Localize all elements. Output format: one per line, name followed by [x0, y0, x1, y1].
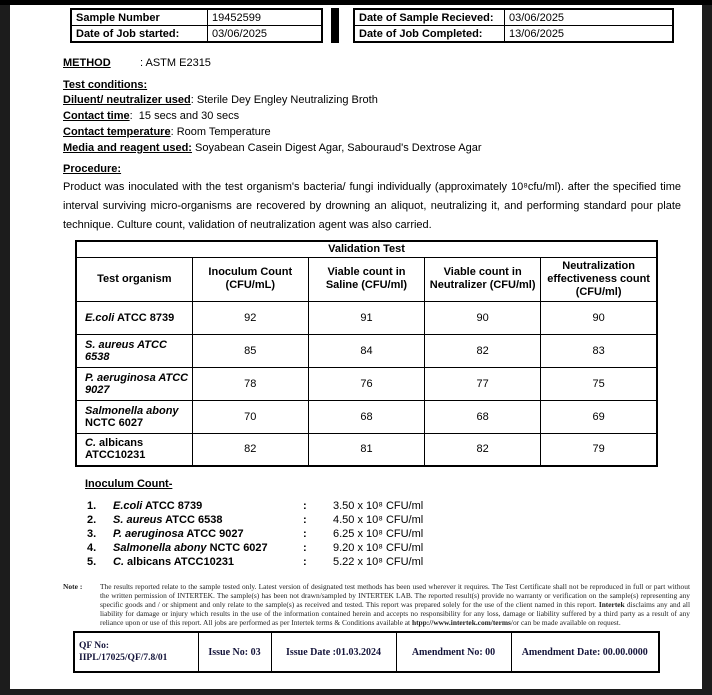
organism-name-italic: P. aeruginosa [113, 528, 184, 540]
sample-received-value: 03/06/2025 [505, 9, 674, 26]
table-row [71, 26, 322, 43]
job-started-value: 03/06/2025 [208, 26, 323, 43]
organism-name [113, 513, 303, 527]
organism-name [113, 541, 303, 555]
table-header-row [76, 257, 657, 301]
list-item [87, 541, 690, 555]
condition-label: Diluent/ neutralizer used [63, 94, 191, 106]
viable-saline-cell: 81 [308, 433, 424, 466]
issue-no-cell: Issue No: 03 [198, 632, 271, 672]
organism-name-italic: C. [85, 437, 96, 450]
organism-name-italic: Salmonella abony [113, 542, 207, 554]
organism-name-italic: C. [113, 556, 124, 568]
organism-name-italic: E.coli [113, 500, 143, 512]
method-value: : ASTM E2315 [140, 57, 211, 69]
note-segment-bold: Intertek [598, 600, 625, 609]
organism-name [113, 555, 303, 569]
col-neutralization-effectiveness: Neutralization effectiveness count (CFU/ml) [541, 257, 657, 301]
organism-name-rest: ATCC 6538 [162, 514, 223, 526]
inoculum-count-heading: Inoculum Count- [85, 478, 173, 490]
table-row [76, 433, 657, 466]
sample-number-value: 19452599 [208, 9, 323, 26]
condition-label: Media and reagent used: [63, 142, 192, 154]
organism-name [113, 527, 303, 541]
dates-info-table [353, 8, 674, 43]
note-segment: The results reported relate to the sample tested only. Latest version of designated test methods has been used wherever it requires. The Test Certificate shall not be reproduced in full or part without the written permission of INTERTEK. The sample(s) has been not drawn/sampled by INTERTEK LAB. The reported result(s) provide no warranty or verification on the sample(s) representing any specific goods and / or shipment and only relate to the sample(s) as received and tested. This report was prepared solely for the use of the client named in this report. [100, 582, 690, 609]
issue-date-cell: Issue Date :01.03.2024 [271, 632, 396, 672]
inoculum-count-cell: 78 [192, 367, 308, 400]
effectiveness-cell: 69 [541, 400, 657, 433]
job-completed-label: Date of Job Completed: [354, 26, 505, 43]
cfu-value: 4.50 x 10⁸ CFU/ml [333, 514, 424, 526]
organism-name [113, 499, 303, 513]
effectiveness-cell: 83 [541, 334, 657, 367]
inoculum-count-cell: 82 [192, 433, 308, 466]
organism-cell [76, 301, 192, 334]
cfu-value: 5.22 x 10⁸ CFU/ml [333, 556, 424, 568]
header-tables-row [70, 8, 690, 43]
test-conditions-heading: Test conditions: [63, 79, 148, 91]
col-inoculum-count: Inoculum Count (CFU/mL) [192, 257, 308, 301]
qf-no-value: IIPL/17025/QF/7.8/01 [79, 653, 168, 663]
note-segment: disclaims any and all liability for damage or injury which results in the use of the information contained herein and accepts no responsibility for any loss, damage or liability suffered by a third party as a result of any reliance upon or use of this report. All jobs are performed as per Intertek terms & Conditions available at [100, 600, 690, 627]
col-viable-saline: Viable count in Saline (CFU/ml) [308, 257, 424, 301]
organism-name-italic: S. aureus ATCC 6538 [85, 338, 167, 363]
viable-neutralizer-cell: 82 [425, 433, 541, 466]
inoculum-count-cell: 70 [192, 400, 308, 433]
condition-label: Contact time [63, 110, 130, 122]
cfu-value: 3.50 x 10⁸ CFU/ml [333, 500, 424, 512]
table-row [76, 301, 657, 334]
method-line [63, 56, 690, 70]
condition-media [63, 140, 690, 156]
condition-label: Contact temperature [63, 126, 171, 138]
condition-value: Soyabean Casein Digest Agar, Sabouraud's Dextrose Agar [191, 142, 482, 154]
organism-name-rest: ATCC 8739 [114, 311, 175, 324]
item-number: 3. [87, 528, 97, 540]
list-item [87, 527, 690, 541]
organism-name-rest: NCTC 6027 [206, 542, 268, 554]
condition-diluent [63, 92, 690, 108]
inoculum-count-list [87, 499, 690, 569]
organism-name-italic: Salmonella abony [85, 404, 179, 417]
organism-name-rest: NCTC 6027 [85, 416, 144, 429]
report-page [10, 5, 702, 689]
organism-cell [76, 334, 192, 367]
organism-name-italic: E.coli [85, 311, 115, 324]
document-control-table [73, 631, 660, 673]
separator-colon: : [303, 514, 307, 526]
sample-number-label: Sample Number [71, 9, 208, 26]
condition-contact-time [63, 108, 690, 124]
effectiveness-cell: 75 [541, 367, 657, 400]
separator-colon: : [303, 542, 307, 554]
viable-saline-cell: 68 [308, 400, 424, 433]
sample-info-table [70, 8, 323, 43]
qf-no-cell [74, 632, 198, 672]
viable-neutralizer-cell: 90 [425, 301, 541, 334]
header-divider-bar [331, 8, 339, 43]
note-label: Note : [63, 582, 83, 591]
list-item [87, 499, 690, 513]
cfu-value: 6.25 x 10⁸ CFU/ml [333, 528, 424, 540]
organism-name-italic: S. aureus [113, 514, 163, 526]
procedure-text: Product was inoculated with the test organism's bacteria/ fungi individually (approximately 10⁸cfu/ml). after the specified time interval surviving micro-organisms are recovered by drowning an aliquot, neutralizing it, and performing standard pour plate technique. Culture count, validation of neutralization agent was also carried. [63, 181, 681, 231]
viable-neutralizer-cell: 77 [425, 367, 541, 400]
table-row [354, 9, 673, 26]
list-item [87, 555, 690, 569]
note-section [63, 582, 690, 627]
amendment-no-cell: Amendment No: 00 [396, 632, 511, 672]
table-row [71, 9, 322, 26]
job-started-label: Date of Job started: [71, 26, 208, 43]
note-text [100, 582, 690, 627]
condition-value: : Room Temperature [170, 126, 271, 138]
inoculum-count-cell: 85 [192, 334, 308, 367]
separator-colon: : [303, 556, 307, 568]
table-row [76, 367, 657, 400]
col-test-organism: Test organism [76, 257, 192, 301]
sample-received-label: Date of Sample Recieved: [354, 9, 505, 26]
organism-name-italic: P. aeruginosa ATCC 9027 [85, 371, 189, 396]
item-number: 4. [87, 542, 97, 554]
procedure-heading: Procedure: [63, 163, 122, 175]
table-row [76, 334, 657, 367]
method-label: METHOD [63, 57, 111, 69]
qf-no-label: QF No: [79, 641, 109, 651]
viable-saline-cell: 91 [308, 301, 424, 334]
validation-test-table [75, 240, 658, 467]
list-item [87, 513, 690, 527]
amendment-date-cell: Amendment Date: 00.00.0000 [511, 632, 659, 672]
condition-value: : Sterile Dey Engley Neutralizing Broth [190, 94, 378, 106]
viable-saline-cell: 76 [308, 367, 424, 400]
col-viable-neutralizer: Viable count in Neutralizer (CFU/ml) [425, 257, 541, 301]
table-title-row [76, 241, 657, 257]
organism-cell [76, 433, 192, 466]
effectiveness-cell: 79 [541, 433, 657, 466]
organism-cell [76, 400, 192, 433]
organism-name-rest: ATCC 9027 [183, 528, 244, 540]
item-number: 2. [87, 514, 97, 526]
table-row [354, 26, 673, 43]
inoculum-count-cell: 92 [192, 301, 308, 334]
organism-cell [76, 367, 192, 400]
cfu-value: 9.20 x 10⁸ CFU/ml [333, 542, 424, 554]
organism-name-rest: ATCC 8739 [142, 500, 203, 512]
separator-colon: : [303, 528, 307, 540]
condition-contact-temperature [63, 124, 690, 140]
viable-saline-cell: 84 [308, 334, 424, 367]
note-segment: /or can be made available on request. [510, 618, 621, 627]
note-url: htpp://www.intertek.com/terms [411, 618, 511, 627]
validation-test-title: Validation Test [76, 241, 657, 257]
item-number: 1. [87, 500, 97, 512]
table-row [74, 632, 659, 672]
table-row [76, 400, 657, 433]
viable-neutralizer-cell: 82 [425, 334, 541, 367]
separator-colon: : [303, 500, 307, 512]
job-completed-value: 13/06/2025 [505, 26, 674, 43]
organism-name-rest: albicans ATCC10231 [85, 437, 146, 462]
condition-value: : 15 secs and 30 secs [129, 110, 240, 122]
effectiveness-cell: 90 [541, 301, 657, 334]
viable-neutralizer-cell: 68 [425, 400, 541, 433]
item-number: 5. [87, 556, 97, 568]
organism-name-rest: albicans ATCC10231 [124, 556, 235, 568]
